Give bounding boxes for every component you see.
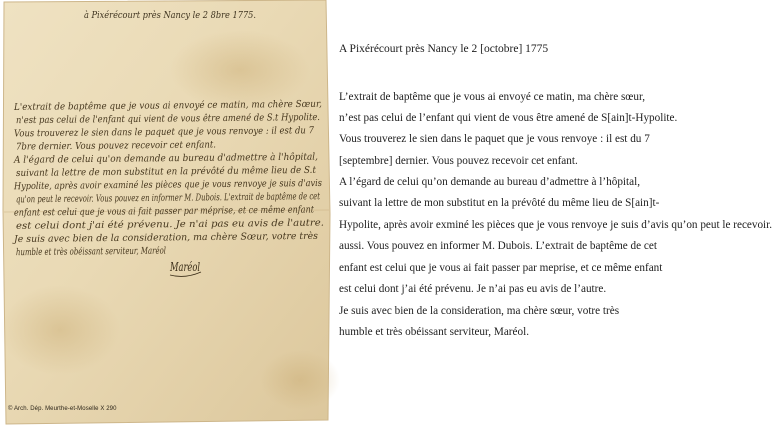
transcription-line: n’est pas celui de l’enfant qui vient de vous être amené de S[ain]t-Hypolite. bbox=[339, 112, 678, 124]
manuscript-script-line: L'extrait de baptême que je vous ai envoyé ce matin, ma chère Sœur, bbox=[13, 98, 348, 113]
transcription-line: Vous trouverez le sien dans le paquet que je vous renvoye : il est du 7 bbox=[339, 133, 650, 145]
manuscript-script-line: 7bre dernier. Vous pouvez recevoir cet enfant. bbox=[15, 139, 240, 153]
manuscript-script-line: est celui dont j'ai été prévenu. Je n'ai pas eu avis de l'autre. bbox=[15, 217, 304, 232]
manuscript-script-line: enfant est celui que je vous ai fait passer par méprise, et ce même enfant bbox=[13, 203, 369, 219]
transcription-panel bbox=[339, 0, 772, 427]
manuscript-script-line: A l'égard de celui qu'on demande au bureau d'admettre à l'hôpital, bbox=[13, 151, 338, 166]
transcription-line: aussi. Vous pouvez en informer M. Dubois. L’extrait de baptême de cet bbox=[339, 240, 657, 252]
manuscript-header-line: à Pixérécourt près Nancy le 2 8bre 1775. bbox=[84, 11, 273, 21]
transcription-line: A l’égard de celui qu’on demande au bureau d’admettre à l’hôpital, bbox=[339, 176, 641, 188]
manuscript-script-line: qu'on peut le recevoir. Vous pouvez en informer M. Dubois. L'extrait de baptême de cet bbox=[15, 189, 438, 206]
transcription-line: humble et très obéissant serviteur, Maréol. bbox=[339, 326, 529, 338]
transcription-line: Hypolite, après avoir exminé les pièces que je vous renvoye je suis d’avis qu’on peut le recevoir. bbox=[339, 219, 772, 231]
manuscript-script-line: humble et très obéissant serviteur, Maréol bbox=[15, 245, 222, 259]
transcription-line: est celui dont j’ai été prévenu. Je n’ai pas eu avis de l’autre. bbox=[339, 283, 607, 295]
manuscript-script-line: n'est pas celui de l'enfant qui vient de vous être amené de S.t Hypolite. bbox=[15, 111, 360, 127]
transcription-line: [septembre] dernier. Vous pouvez recevoir cet enfant. bbox=[339, 155, 578, 167]
transcription-line: enfant est celui que je vous ai fait passer par meprise, et ce même enfant bbox=[339, 262, 663, 274]
manuscript-script-line: Vous trouverez le sien dans le paquet que je vous renvoye : il est du 7 bbox=[13, 124, 351, 140]
manuscript-script-line: Je suis avec bien de la consideration, ma chère Sœur, votre très bbox=[13, 230, 322, 245]
manuscript-script-line: suivant la lettre de mon substitut en la prévôté du même lieu de S.t bbox=[15, 164, 342, 179]
archive-credit: © Arch. Dép. Meurthe-et-Moselle X 290 bbox=[8, 406, 117, 412]
manuscript-signature: Maréol bbox=[169, 260, 201, 274]
manuscript-script-line: Hypolite, après avoir examiné les pièces que je vous renvoye je suis d'avis bbox=[13, 177, 372, 193]
transcription-line: Je suis avec bien de la consideration, ma chère sœur, votre très bbox=[339, 305, 620, 317]
transcription-line: L’extrait de baptême que je vous ai envoyé ce matin, ma chère sœur, bbox=[339, 91, 646, 103]
transcription-heading: A Pixérécourt près Nancy le 2 [octobre] 1775 bbox=[339, 43, 549, 55]
transcription-line: suivant la lettre de mon substitut en la prévôté du même lieu de S[ain]t- bbox=[339, 197, 660, 209]
